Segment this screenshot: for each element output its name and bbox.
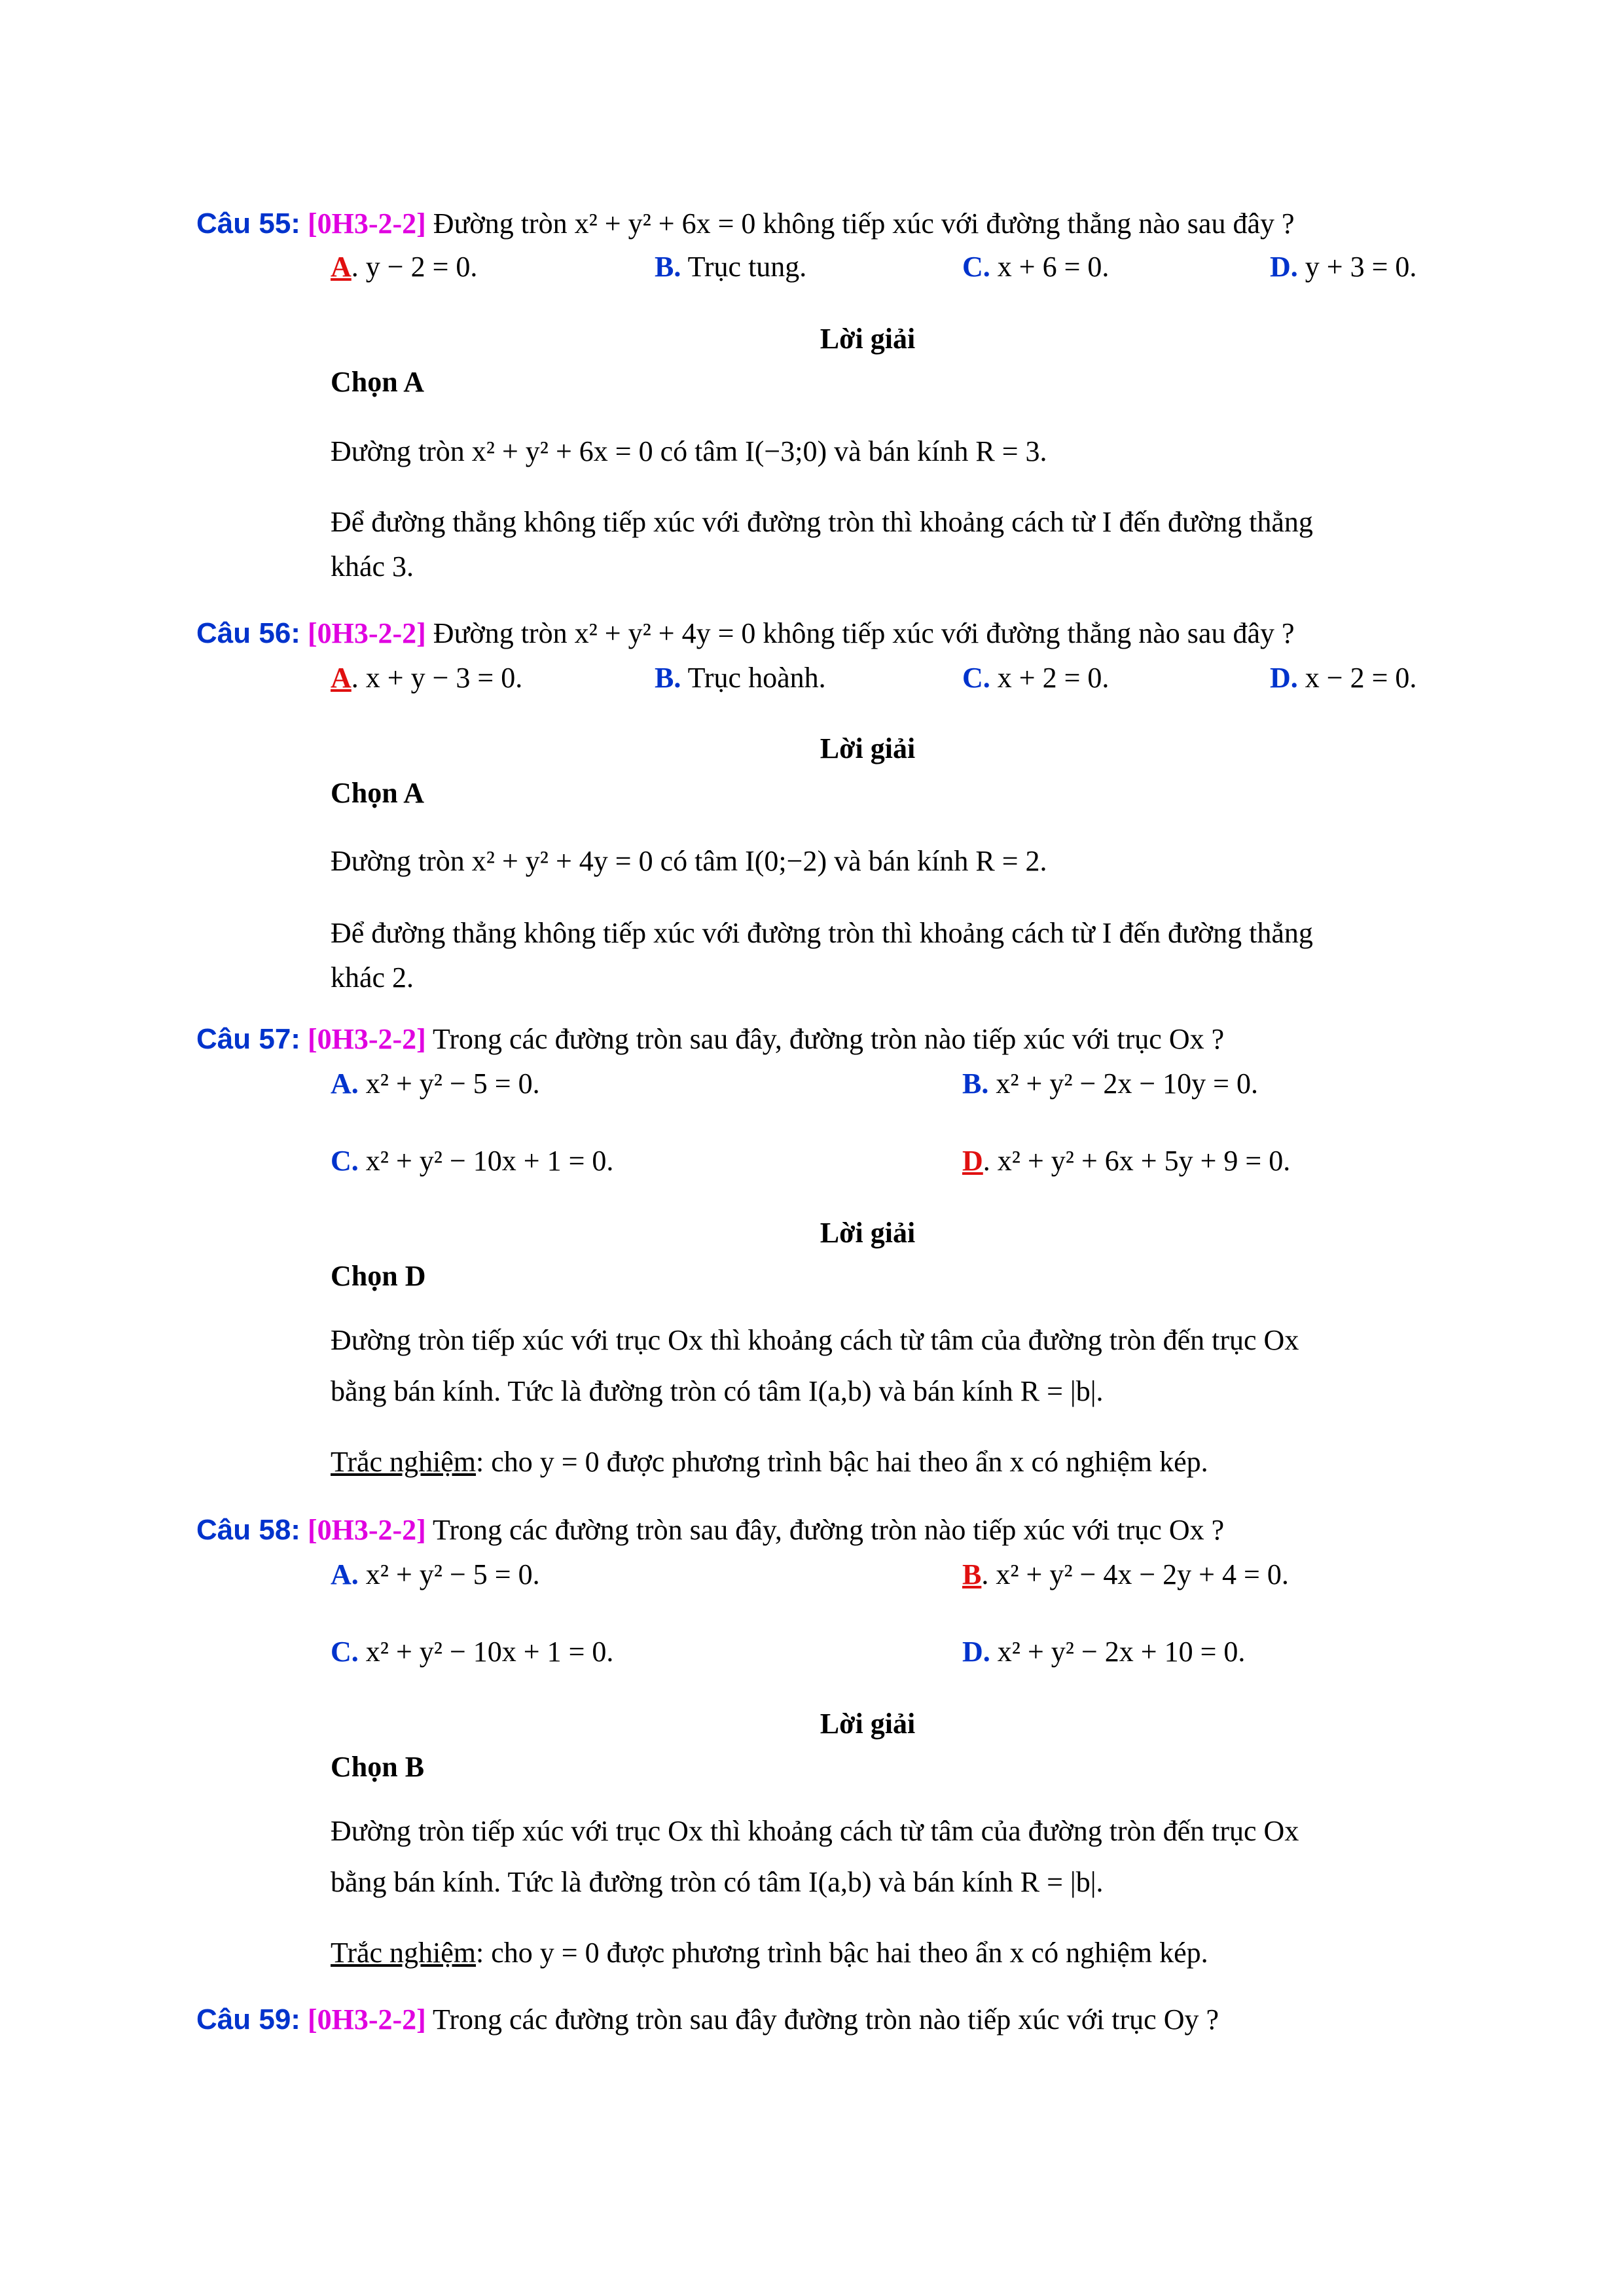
option-text: x + 6 = 0. — [990, 251, 1110, 283]
option-text: . x + y − 3 = 0. — [351, 662, 523, 694]
option-letter: D — [962, 1145, 983, 1177]
option-letter: C. — [331, 1145, 359, 1177]
question-tag: [0H3-2-2] — [307, 2003, 426, 2036]
option-text: . x² + y² + 6x + 5y + 9 = 0. — [983, 1145, 1291, 1177]
option-d — [1270, 247, 1416, 287]
option-c — [331, 1141, 613, 1181]
option-text: x² + y² − 2x + 10 = 0. — [990, 1636, 1246, 1668]
question-tag: [0H3-2-2] — [307, 1023, 426, 1055]
solution-title: Lời giải — [820, 323, 916, 355]
question-text: Đường tròn x² + y² + 6x = 0 không tiếp xúc với đường thẳng nào sau đây ? — [433, 207, 1295, 240]
solution-paragraph: Đường tròn x² + y² + 6x = 0 có tâm I(−3;0) và bán kính R = 3. — [331, 435, 1047, 467]
chosen-answer: Chọn A — [331, 366, 425, 398]
solution-paragraph: khác 2. — [331, 961, 414, 994]
option-letter: A. — [331, 1067, 359, 1100]
option-b — [962, 1064, 1258, 1103]
option-text: x² + y² − 5 = 0. — [358, 1558, 540, 1590]
question-label: Câu 55: — [196, 207, 300, 240]
option-letter: C. — [331, 1636, 359, 1668]
option-c — [331, 1632, 613, 1672]
option-letter: C. — [962, 662, 990, 694]
chosen-answer: Chọn D — [331, 1260, 426, 1292]
option-d — [962, 1141, 1290, 1181]
option-letter: C. — [962, 251, 990, 283]
question-label: Câu 57: — [196, 1023, 300, 1055]
option-letter: D. — [1270, 662, 1298, 694]
question-57 — [196, 1020, 1224, 1059]
option-text: Trục hoành. — [681, 662, 826, 694]
option-b — [655, 658, 826, 698]
option-letter: D. — [962, 1636, 990, 1668]
question-tag: [0H3-2-2] — [307, 617, 426, 649]
question-label: Câu 58: — [196, 1514, 300, 1546]
option-c — [962, 247, 1109, 287]
option-d — [1270, 658, 1416, 698]
option-b — [962, 1555, 1289, 1594]
question-58 — [196, 1511, 1224, 1550]
solution-title: Lời giải — [820, 732, 916, 764]
tn-text: : cho y = 0 được phương trình bậc hai theo ẩn x có nghiệm kép. — [476, 1937, 1208, 1969]
option-b — [655, 247, 806, 287]
option-text: x − 2 = 0. — [1297, 662, 1417, 694]
solution-paragraph: bằng bán kính. Tức là đường tròn có tâm I(a,b) và bán kính R = |b|. — [331, 1375, 1104, 1407]
solution-paragraph: Đường tròn tiếp xúc với trục Ox thì khoảng cách từ tâm của đường tròn đến trục Ox — [331, 1324, 1299, 1356]
chosen-answer: Chọn B — [331, 1751, 425, 1783]
question-tag: [0H3-2-2] — [307, 1514, 426, 1546]
option-letter: D. — [1270, 251, 1298, 283]
tn-label: Trắc nghiệm — [331, 1446, 477, 1478]
option-a — [331, 247, 477, 287]
option-letter: B. — [655, 251, 681, 283]
option-a — [331, 1555, 540, 1594]
option-letter: A. — [331, 1558, 359, 1590]
option-text: x² + y² − 10x + 1 = 0. — [358, 1636, 614, 1668]
question-label: Câu 56: — [196, 617, 300, 649]
solution-tn — [331, 1437, 1208, 1487]
option-letter: A — [331, 662, 352, 694]
option-a — [331, 1064, 540, 1103]
solution-paragraph: Để đường thẳng không tiếp xúc với đường tròn thì khoảng cách từ I đến đường thẳng — [331, 917, 1313, 949]
solution-paragraph: khác 3. — [331, 550, 414, 583]
solution-paragraph: Đường tròn tiếp xúc với trục Ox thì khoảng cách từ tâm của đường tròn đến trục Ox — [331, 1815, 1299, 1847]
option-text: x² + y² − 2x − 10y = 0. — [988, 1067, 1258, 1100]
solution-title: Lời giải — [820, 1217, 916, 1249]
option-text: x² + y² − 5 = 0. — [358, 1067, 540, 1100]
question-tag: [0H3-2-2] — [307, 207, 426, 240]
question-text: Trong các đường tròn sau đây đường tròn nào tiếp xúc với trục Oy ? — [433, 2003, 1219, 2036]
option-text: Trục tung. — [681, 251, 807, 283]
option-text: . y − 2 = 0. — [351, 251, 478, 283]
option-letter: B. — [655, 662, 681, 694]
solution-title: Lời giải — [820, 1708, 916, 1740]
option-letter: A — [331, 251, 352, 283]
option-text: y + 3 = 0. — [1297, 251, 1417, 283]
option-text: . x² + y² − 4x − 2y + 4 = 0. — [981, 1558, 1289, 1590]
solution-paragraph: Đường tròn x² + y² + 4y = 0 có tâm I(0;−2) và bán kính R = 2. — [331, 845, 1047, 877]
question-59 — [196, 2000, 1219, 2039]
option-letter: B. — [962, 1067, 989, 1100]
tn-text: : cho y = 0 được phương trình bậc hai theo ẩn x có nghiệm kép. — [476, 1446, 1208, 1478]
chosen-answer: Chọn A — [331, 777, 425, 809]
option-c — [962, 658, 1109, 698]
option-letter: B — [962, 1558, 982, 1590]
solution-paragraph: bằng bán kính. Tức là đường tròn có tâm I(a,b) và bán kính R = |b|. — [331, 1866, 1104, 1898]
question-text: Đường tròn x² + y² + 4y = 0 không tiếp xúc với đường thẳng nào sau đây ? — [433, 617, 1295, 649]
option-text: x² + y² − 10x + 1 = 0. — [358, 1145, 614, 1177]
option-text: x + 2 = 0. — [990, 662, 1110, 694]
question-label: Câu 59: — [196, 2003, 300, 2036]
option-a — [331, 658, 522, 698]
question-56 — [196, 614, 1295, 653]
option-d — [962, 1632, 1245, 1672]
solution-tn — [331, 1928, 1208, 1978]
tn-label: Trắc nghiệm — [331, 1937, 477, 1969]
question-text: Trong các đường tròn sau đây, đường tròn nào tiếp xúc với trục Ox ? — [433, 1514, 1225, 1546]
solution-paragraph: Để đường thẳng không tiếp xúc với đường tròn thì khoảng cách từ I đến đường thẳng — [331, 506, 1313, 538]
question-55 — [196, 204, 1295, 243]
question-text: Trong các đường tròn sau đây, đường tròn nào tiếp xúc với trục Ox ? — [433, 1023, 1225, 1055]
